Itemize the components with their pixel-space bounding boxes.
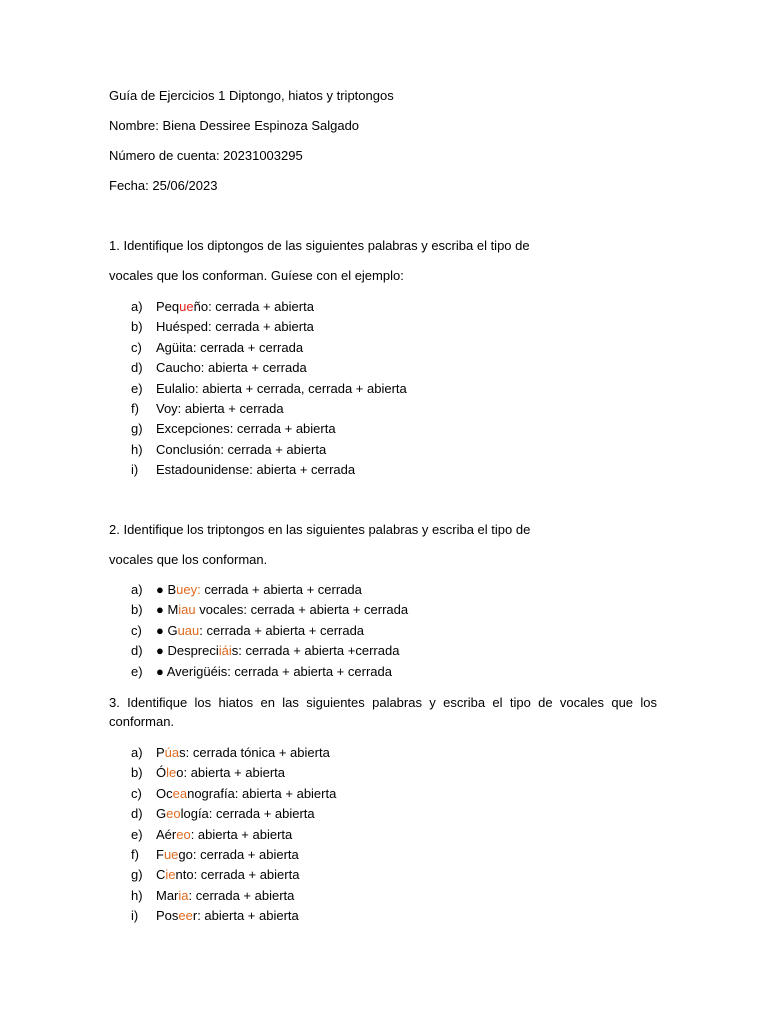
highlighted-vowels: eo (176, 826, 191, 842)
item-text: : cerrada + abierta (188, 887, 295, 903)
item-text: ● Despreci (156, 643, 219, 659)
list-marker: h) (131, 441, 143, 457)
list-marker: d) (131, 360, 143, 376)
highlighted-vowels: le (166, 765, 177, 781)
document-title: Guía de Ejercicios 1 Diptongo, hiatos y triptongos (109, 88, 394, 103)
item-text: Ó (156, 765, 167, 781)
list-marker: d) (131, 643, 143, 659)
item-text: : abierta + abierta (190, 826, 293, 842)
question-1-line-2: vocales que los conforman. Guíese con el ejemplo: (109, 268, 404, 283)
highlighted-vowels: ia (178, 887, 189, 903)
highlighted-vowels: ie (165, 867, 176, 883)
list-marker: e) (131, 380, 143, 396)
item-text: P (156, 745, 165, 760)
student-name: Nombre: Biena Dessiree Espinoza Salgado (109, 118, 360, 133)
list-marker: f) (131, 846, 139, 862)
list-marker: h) (131, 887, 143, 903)
item-text: go: cerrada + abierta (178, 846, 299, 862)
item-text: ● Averigüéis: cerrada + abierta + cerrada (156, 663, 392, 679)
list-marker: b) (131, 602, 143, 618)
item-text: s: cerrada + abierta +cerrada (231, 643, 400, 659)
list-marker: c) (131, 622, 142, 638)
item-text: : cerrada + abierta + cerrada (199, 622, 365, 638)
item-text: ● B (156, 582, 177, 597)
item-text: o: abierta + abierta (176, 765, 286, 781)
list-marker: a) (131, 582, 143, 597)
item-text: Pos (156, 908, 179, 924)
list-marker: a) (131, 745, 143, 760)
list-marker: e) (131, 826, 143, 842)
item-text: logía: cerrada + abierta (180, 806, 315, 822)
question-2-line-1: 2. Identifique los triptongos en las siguientes palabras y escriba el tipo de (109, 522, 531, 537)
highlighted-vowels: uau (177, 622, 200, 638)
item-text: C (156, 867, 166, 883)
item-text: Eulalio: abierta + cerrada, cerrada + abierta (156, 380, 407, 396)
item-text: vocales: cerrada + abierta + cerrada (195, 602, 409, 618)
list-marker: c) (131, 785, 142, 801)
list-marker: d) (131, 806, 143, 822)
item-text: ● G (156, 622, 178, 638)
item-text: Huésped: cerrada + abierta (156, 319, 314, 335)
list-marker: f) (131, 400, 139, 416)
account-number: Número de cuenta: 20231003295 (109, 148, 303, 163)
list-marker: i) (131, 908, 139, 924)
list-marker: b) (131, 765, 143, 781)
item-text: Agüita: cerrada + cerrada (156, 339, 304, 355)
item-text: nografía: abierta + abierta (187, 785, 337, 801)
highlighted-vowels: ee (178, 908, 193, 924)
item-text: Oc (156, 785, 173, 801)
list-marker: i) (131, 462, 139, 478)
item-text: F (156, 846, 164, 862)
list-marker: b) (131, 319, 143, 335)
highlighted-vowels: ue (179, 299, 194, 314)
item-text: Caucho: abierta + cerrada (156, 360, 307, 376)
question-1-line-1: 1. Identifique los diptongos de las siguientes palabras y escriba el tipo de (109, 238, 530, 253)
list-marker: g) (131, 867, 143, 883)
question-3-line-2: conforman. (109, 714, 175, 729)
question-3-line-1: 3. Identifique los hiatos en las siguientes palabras y escriba el tipo de vocales que los (109, 695, 657, 710)
list-marker: g) (131, 421, 143, 437)
highlighted-vowels: iau (178, 602, 196, 618)
list-marker: e) (131, 663, 143, 679)
highlighted-vowels: eo (166, 806, 181, 822)
item-text: Excepciones: cerrada + abierta (156, 421, 336, 437)
highlighted-vowels: uey: (176, 582, 201, 597)
date-line: Fecha: 25/06/2023 (109, 178, 218, 193)
item-text: r: abierta + abierta (192, 908, 299, 924)
item-text: G (156, 806, 167, 822)
highlighted-vowels: iái (218, 643, 232, 659)
question-2-line-2: vocales que los conforman. (109, 552, 268, 567)
item-text: Voy: abierta + cerrada (156, 400, 284, 416)
list-marker: c) (131, 339, 142, 355)
item-text: Estadounidense: abierta + cerrada (156, 462, 356, 478)
list-marker: a) (131, 299, 143, 314)
item-text: nto: cerrada + abierta (175, 867, 300, 883)
highlighted-vowels: ue (163, 846, 179, 862)
item-text: Aér (156, 826, 177, 842)
highlighted-vowels: ea (172, 785, 188, 801)
item-text: s: cerrada tónica + abierta (179, 745, 330, 760)
item-text: Mar (156, 887, 179, 903)
item-text: Peq (156, 299, 180, 314)
item-text: cerrada + abierta + cerrada (200, 582, 362, 597)
item-text: ● M (156, 602, 179, 618)
highlighted-vowels: úa (164, 745, 180, 760)
item-text: Conclusión: cerrada + abierta (156, 441, 327, 457)
item-text: ño: cerrada + abierta (193, 299, 314, 314)
